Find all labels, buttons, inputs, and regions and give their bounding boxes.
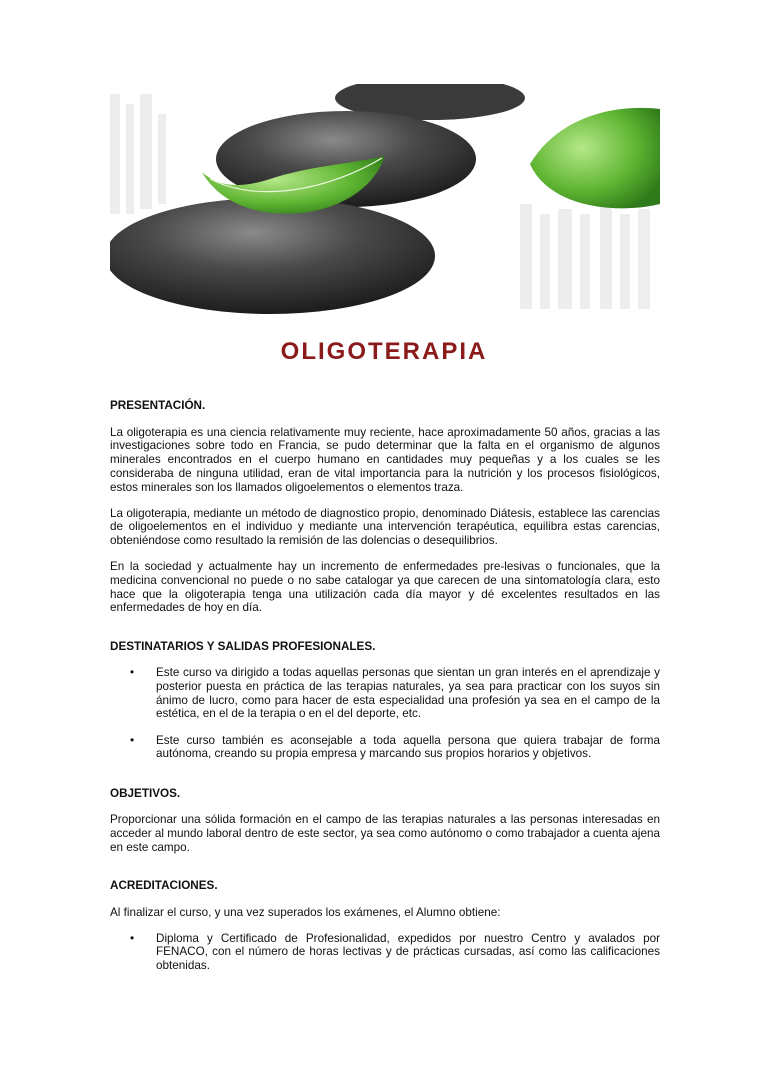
section-heading-presentacion: PRESENTACIÓN. [110,399,206,412]
bullet-list [110,666,660,761]
stones-and-leaf-image [110,84,660,316]
list-item [130,666,660,721]
section-heading-acreditaciones: ACREDITACIONES. [110,879,218,893]
paragraph: Proporcionar una sólida formación en el campo de las terapias naturales a las personas interesadas en acceder al mundo laboral dentro de este sector, ya sea como autónomo o como trabajador a cuenta ajena en este campo. [110,813,660,854]
bullet-list [110,932,660,973]
document-body [110,399,660,985]
paragraph: La oligoterapia, mediante un método de diagnostico propio, denominado Diátesis, establece las carencias de oligoelementos en el individuo y mediante una intervención terapéutica, equilibra estas carencias, obteniéndose como resultado la remisión de las dolencias o desequilibrios. [110,506,660,548]
section-heading-objetivos: OBJETIVOS. [110,787,181,801]
list-item-text: Diploma y Certificado de Profesionalidad, expedidos por nuestro Centro y avalados por FENACO, con el número de horas lectivas y de prácticas cursadas, así como las calificaciones obtenidas. [156,931,660,973]
bullet-icon: • [130,666,135,680]
list-item [130,931,660,973]
paragraph: Al finalizar el curso, y una vez superados los exámenes, el Alumno obtiene: [110,905,501,919]
list-item-text: Este curso también es aconsejable a toda aquella persona que quiera trabajar de forma autónoma, creando su propia empresa y marcando sus propios horarios y objetivos. [156,733,660,761]
section-heading-destinatarios: DESTINATARIOS Y SALIDAS PROFESIONALES. [110,640,376,654]
paragraph: En la sociedad y actualmente hay un incremento de enfermedades pre-lesivas o funcionales, que la medicina convencional no puede o no sabe catalogar ya que carecen de una sintomatología clara, esto hace que la oligoterapia tenga una utilización cada día mayor y dé excelentes resultados en las enfermedades de hoy en día. [110,560,660,615]
document-title: OLIGOTERAPIA [280,338,488,365]
list-item-text: Este curso va dirigido a todas aquellas personas que sientan un gran interés en el aprendizaje y posterior puesta en práctica de las terapias naturales, ya sea para practicar con los suyos sin ánimo de lucro, como para hacer de esta especialidad una profesión ya sea en el campo de la estética, en el de la terapia o en el del deporte, etc. [156,666,660,721]
paragraph: La oligoterapia es una ciencia relativamente muy reciente, hace aproximadamente 50 años, gracias a las investigaciones sobre todo en Francia, se pudo determinar que la falta en el organismo de algunos minerales encontrados en el cuerpo humano en cantidades muy pequeñas y a los cuales se les consideraba de ninguna utilidad, eran de vital importancia para la nutrición y los procesos fisiológicos, estos minerales son los llamados oligoelementos o elementos traza. [110,425,660,494]
bullet-icon: • [130,931,135,945]
bullet-icon: • [130,733,135,747]
list-item [130,733,660,761]
